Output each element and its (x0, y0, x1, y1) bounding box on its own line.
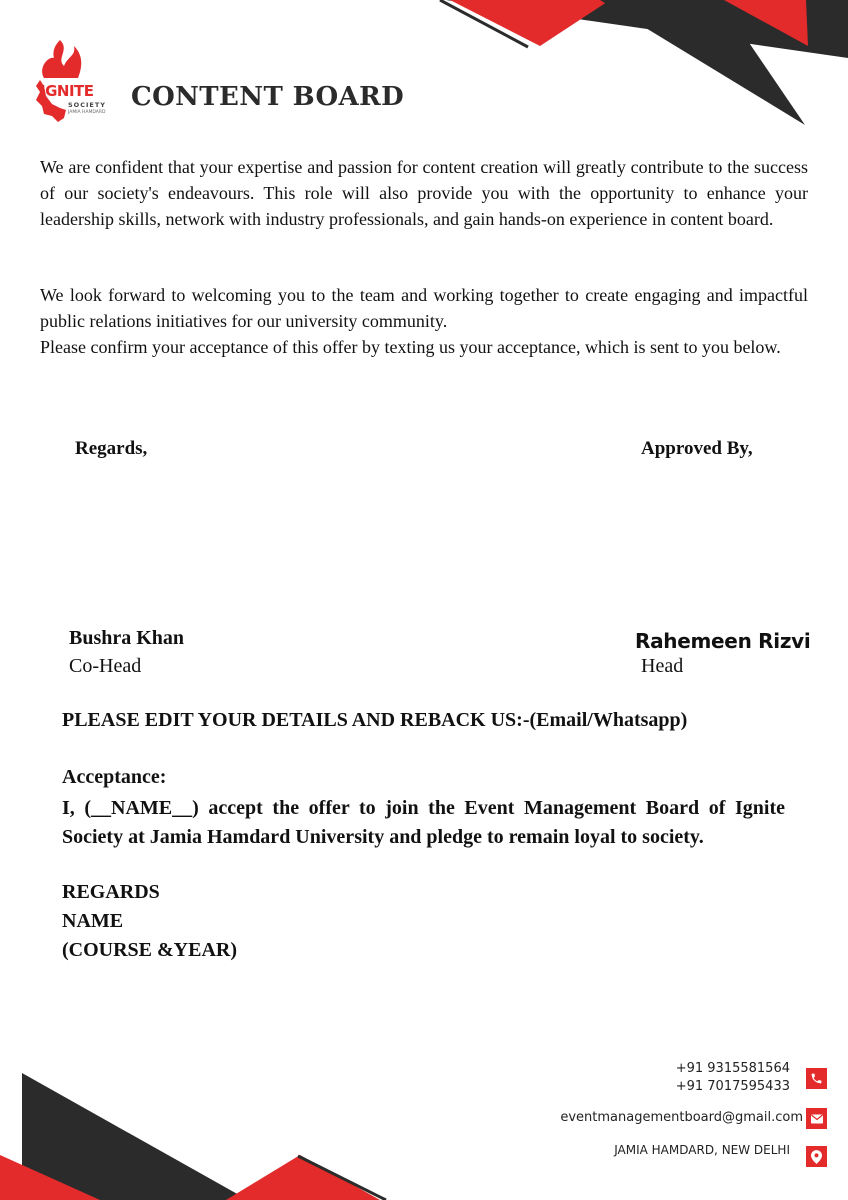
acceptance-statement: I, (__NAME__) accept the offer to join the Event Management Board of Ignite Society at Jamia Hamdard University and pledge to remain loyal to society. (62, 797, 785, 848)
bottom-outline-stroke (298, 1156, 386, 1200)
closing-name: NAME (62, 910, 124, 932)
logo-society-text: SOCIETY (68, 101, 106, 109)
phone-number-1[interactable]: +91 9315581564 (675, 1061, 790, 1076)
bottom-red-right (226, 1155, 380, 1200)
location-pin-icon (806, 1146, 827, 1167)
acceptance-heading: Acceptance: (62, 766, 167, 788)
phone-number-2[interactable]: +91 7017595433 (675, 1079, 790, 1094)
left-signatory-role: Co-Head (69, 655, 142, 677)
phone-icon (806, 1068, 827, 1089)
closing-course-year: (COURSE &YEAR) (62, 939, 237, 961)
logo-wordmark: IGNITE (40, 82, 94, 100)
instruction-heading: PLEASE EDIT YOUR DETAILS AND REBACK US:-(Email/Whatsapp) (62, 709, 688, 731)
logo-jamia-text: JAMIA HAMDARD (68, 110, 106, 115)
email-address[interactable]: eventmanagementboard@gmail.com (560, 1110, 803, 1125)
right-signatory-name: Rahemeen Rizvi (635, 629, 811, 653)
bottom-red-left (0, 1155, 100, 1200)
body-paragraph-3: Please confirm your acceptance of this offer by texting us your acceptance, which is sent to you below. (40, 337, 781, 357)
body-paragraph-1: We are confident that your expertise and passion for content creation will greatly contribute to the success of our society's endeavours. This role will also provide you with the opportunity to enhance your leadership skills, network with industry professionals, and gain hands-on experience in content board. (40, 157, 808, 229)
closing-regards: REGARDS (62, 881, 160, 903)
top-decoration (0, 0, 848, 140)
left-signatory-name: Bushra Khan (69, 627, 185, 649)
mail-icon (806, 1108, 827, 1129)
page-title: CONTENT BOARD (131, 82, 405, 112)
address-text: JAMIA HAMDARD, NEW DELHI (614, 1143, 790, 1157)
top-red-shape (450, 0, 610, 46)
right-signatory-role: Head (641, 655, 684, 677)
regards-label: Regards, (75, 438, 148, 459)
body-paragraph-2: We look forward to welcoming you to the team and working together to create engaging and impactful public relations initiatives for our university community. (40, 285, 808, 331)
bottom-dark-band (22, 1073, 248, 1200)
ignite-logo (30, 34, 120, 126)
approved-by-label: Approved By, (641, 438, 753, 459)
